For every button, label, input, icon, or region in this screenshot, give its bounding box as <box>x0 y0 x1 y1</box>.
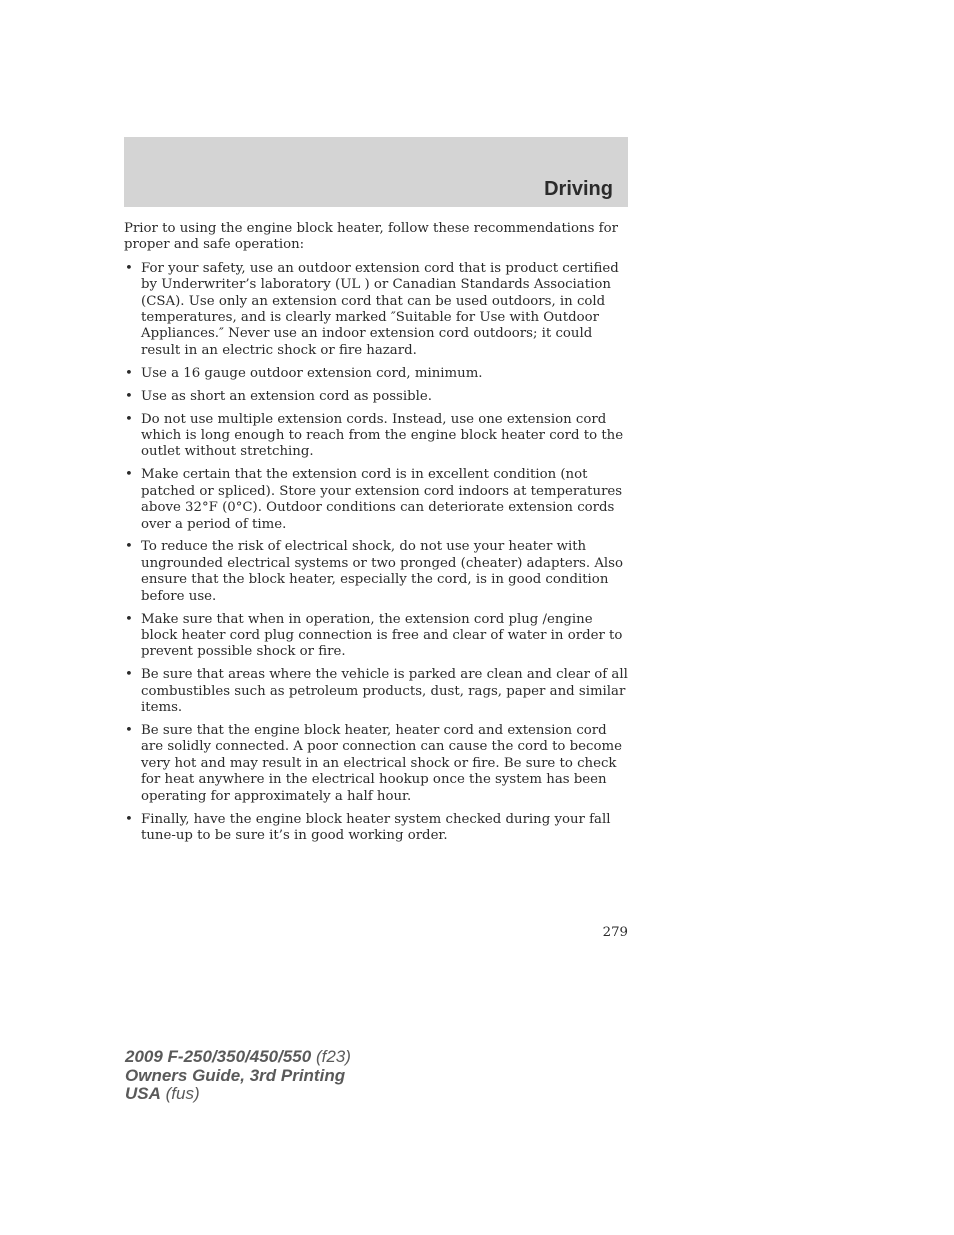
list-item: • To reduce the risk of electrical shock, do not use your heater with ungrounded electrical systems or two pronged (cheater) adapters. Also ensure that the block heater, especially the cord, is in good condition before use. <box>124 539 630 605</box>
body-content <box>124 221 630 851</box>
footer-region: USA <box>125 1084 161 1103</box>
footer-model: 2009 F-250/350/450/550 <box>125 1047 312 1066</box>
list-item: • Make certain that the extension cord is in excellent condition (not patched or spliced). Store your extension cord indoors at temperatures above 32°F (0°C). Outdoor conditions can deteriorate extension cords over a period of time. <box>124 467 630 533</box>
footer-region-line <box>125 1085 351 1104</box>
list-item: • Finally, have the engine block heater system checked during your fall tune-up to be sure it’s in good working order. <box>124 812 630 845</box>
footer-imprint <box>125 1048 351 1104</box>
list-item: • Use as short an extension cord as possible. <box>124 389 630 405</box>
section-title: Driving <box>544 178 613 200</box>
section-header-bar <box>124 137 628 207</box>
list-item: • Do not use multiple extension cords. Instead, use one extension cord which is long enough to reach from the engine block heater cord to the outlet without stretching. <box>124 412 630 461</box>
list-item: • Use a 16 gauge outdoor extension cord, minimum. <box>124 366 630 382</box>
footer-region-code: (fus) <box>165 1084 200 1103</box>
list-item: • Make sure that when in operation, the extension cord plug /engine block heater cord plug connection is free and clear of water in order to prevent possible shock or fire. <box>124 612 630 661</box>
page-number: 279 <box>602 925 628 940</box>
footer-model-code: (f23) <box>315 1047 351 1066</box>
recommendation-list <box>124 261 630 845</box>
list-item: • Be sure that areas where the vehicle is parked are clean and clear of all combustibles such as petroleum products, dust, rags, paper and similar items. <box>124 667 630 716</box>
list-item: • For your safety, use an outdoor extension cord that is product certified by Underwriter’s laboratory (UL ) or Canadian Standards Association (CSA). Use only an extension cord that can be used outdoors, in cold temperatures, and is clearly marked ″Suitable for Use with Outdoor Appliances.″ Never use an indoor extension cord outdoors; it could result in an electric shock or fire hazard. <box>124 261 630 359</box>
list-item: • Be sure that the engine block heater, heater cord and extension cord are solidly connected. A poor connection can cause the cord to become very hot and may result in an electrical shock or fire. Be sure to check for heat anywhere in the electrical hookup once the system has been operating for approximately a half hour. <box>124 723 630 805</box>
footer-model-line <box>125 1048 351 1067</box>
intro-paragraph: Prior to using the engine block heater, follow these recommendations for proper and safe operation: <box>124 221 618 253</box>
footer-guide: Owners Guide, 3rd Printing <box>125 1065 346 1085</box>
